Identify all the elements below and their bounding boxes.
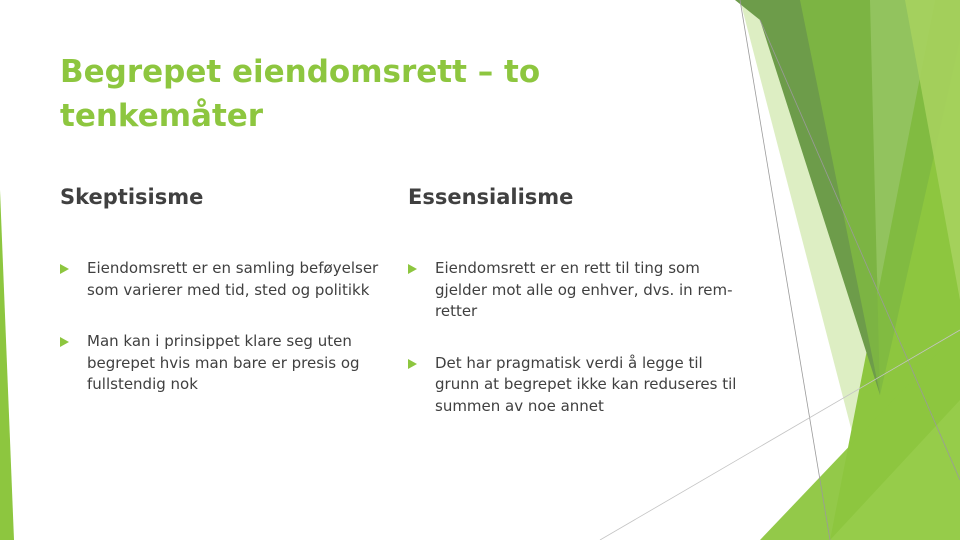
column-skeptisisme (60, 180, 390, 426)
bullet-text: Man kan i prinsippet klare seg uten begrepet hvis man bare er presis og fullstendig nok (87, 332, 360, 393)
triangle-bullet-icon (408, 359, 417, 369)
column-heading: Skeptisisme (60, 185, 204, 209)
slide-title: Begrepet eiendomsrett – to tenkemåter (60, 54, 541, 134)
list-item (408, 258, 738, 323)
triangle-bullet-icon (408, 264, 417, 274)
list-item (408, 353, 738, 418)
bullet-text: Eiendomsrett er en samling beføyelser som varierer med tid, sted og politikk (87, 259, 379, 299)
bullet-list (408, 258, 738, 417)
left-edge-shape (0, 190, 14, 540)
triangle-bullet-icon (60, 337, 69, 347)
triangle-bullet-icon (60, 264, 69, 274)
list-item (60, 258, 390, 301)
bullet-text: Eiendomsrett er en rett til ting som gjelder mot alle og enhver, dvs. in rem-retter (435, 259, 733, 320)
bullet-list (60, 258, 390, 396)
list-item (60, 331, 390, 396)
bullet-text: Det har pragmatisk verdi å legge til grunn at begrepet ikke kan reduseres til summen av noe annet (435, 353, 737, 415)
column-heading: Essensialisme (408, 185, 574, 209)
column-essensialisme (408, 180, 738, 447)
